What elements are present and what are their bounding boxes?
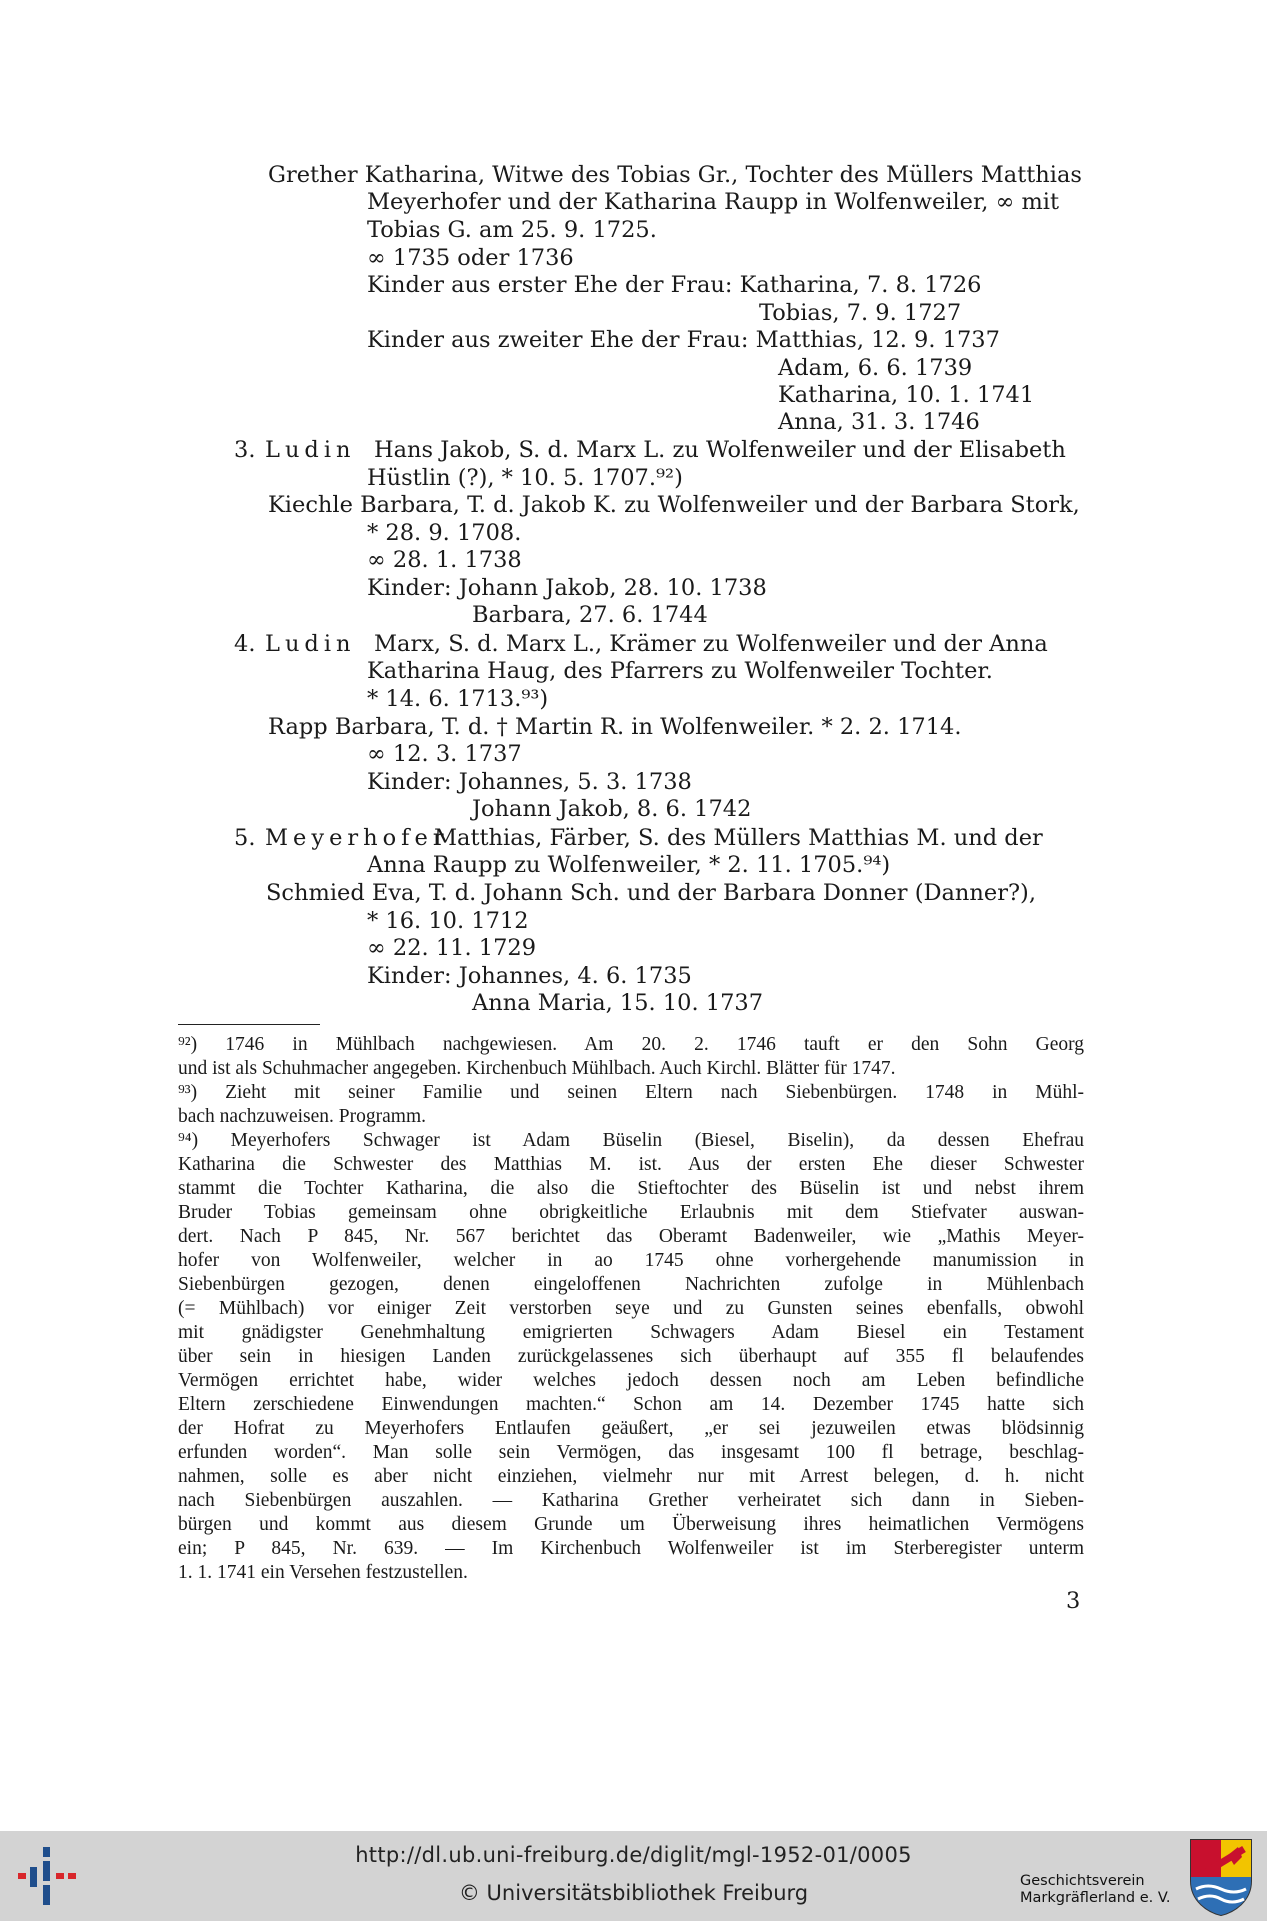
org-name-line1: Geschichtsverein [1020, 1873, 1145, 1889]
entry-line: Hüstlin (?), * 10. 5. 1707.⁹²) [367, 465, 683, 491]
entry-line: ∞ 12. 3. 1737 [367, 741, 522, 767]
footnote-line: erfunden worden“. Man solle sein Vermögen, das insgesamt 100 fl betrage, beschlag- [178, 1442, 1084, 1463]
entry-line: Hans Jakob, S. d. Marx L. zu Wolfenweiler und der Elisabeth [374, 437, 1066, 463]
entry-line: Kinder: Johannes, 5. 3. 1738 [367, 769, 692, 795]
entry-line: Anna Raupp zu Wolfenweiler, * 2. 11. 1705.⁹⁴) [367, 852, 891, 878]
footnote-line: Vermögen errichtet habe, wider welches jedoch dessen noch am Leben befindliche [178, 1370, 1084, 1391]
entry-line: Johann Jakob, 8. 6. 1742 [472, 796, 752, 822]
entry-line: Meyerhofer und der Katharina Raupp in Wolfenweiler, ∞ mit [367, 189, 1060, 215]
footer-organization [1020, 1873, 1171, 1907]
entry-line: Barbara, 27. 6. 1744 [472, 602, 708, 628]
entry-surname: Meyerhofer [265, 825, 449, 851]
entry-surname: Ludin [265, 631, 356, 657]
footnote-line: stammt die Tochter Katharina, die also die Stieftochter des Büselin ist und nebst ihrem [178, 1178, 1084, 1199]
entry-line: ∞ 28. 1. 1738 [367, 547, 522, 573]
entry-line: Marx, S. d. Marx L., Krämer zu Wolfenweiler und der Anna [374, 631, 1048, 657]
entry-number: 4. [234, 631, 256, 657]
footnote-line: ein; P 845, Nr. 639. — Im Kirchenbuch Wolfenweiler ist im Sterberegister unterm [178, 1538, 1084, 1559]
entry-line: * 16. 10. 1712 [367, 908, 529, 934]
entry-line: Anna Maria, 15. 10. 1737 [472, 990, 764, 1016]
footer-bar [0, 1831, 1267, 1921]
footnote-line: bach nachzuweisen. Programm. [178, 1106, 426, 1127]
footnote-line: hofer von Wolfenweiler, welcher in ao 1745 ohne vorhergehende manumission in [178, 1250, 1084, 1271]
footnote-line: Bruder Tobias gemeinsam ohne obrigkeitliche Erlaubnis mit dem Stiefvater auswan- [178, 1202, 1084, 1223]
entry-number: 3. [234, 437, 256, 463]
footnote-line: über sein in hiesigen Landen zurückgelassenes sich überhaupt auf 355 fl belaufendes [178, 1346, 1084, 1367]
entry-line: Katharina Haug, des Pfarrers zu Wolfenweiler Tochter. [367, 658, 993, 684]
entry-line: Katharina, 10. 1. 1741 [778, 382, 1035, 408]
footnote-line: Eltern zerschiedene Einwendungen machten.“ Schon am 14. Dezember 1745 hatte sich [178, 1394, 1084, 1415]
entry-line: Kiechle Barbara, T. d. Jakob K. zu Wolfenweiler und der Barbara Stork, [268, 492, 1080, 518]
footnote-line: 1. 1. 1741 ein Versehen festzustellen. [178, 1562, 468, 1583]
entry-line: Rapp Barbara, T. d. † Martin R. in Wolfenweiler. * 2. 2. 1714. [268, 714, 962, 740]
entry-line: * 14. 6. 1713.⁹³) [367, 686, 549, 712]
footnote-line: Katharina die Schwester des Matthias M. ist. Aus der ersten Ehe dieser Schwester [178, 1154, 1084, 1175]
footer-copyright: © Universitätsbibliothek Freiburg [458, 1881, 809, 1905]
entry-number: 5. [234, 825, 256, 851]
entry-line: Anna, 31. 3. 1746 [778, 409, 980, 435]
entry-line: Tobias, 7. 9. 1727 [759, 300, 962, 326]
footnote-line: mit gnädigster Genehmhaltung emigrierten Schwagers Adam Biesel ein Testament [178, 1322, 1084, 1343]
footnote-line: (= Mühlbach) vor einiger Zeit verstorben seye und zu Gunsten seines ebenfalls, obwohl [178, 1298, 1084, 1319]
entry-line: Kinder aus erster Ehe der Frau: Katharina, 7. 8. 1726 [367, 272, 982, 298]
footnote-line: ⁹³) Zieht mit seiner Familie und seinen Eltern nach Siebenbürgen. 1748 in Mühl- [178, 1082, 1084, 1103]
entry-line: Kinder aus zweiter Ehe der Frau: Matthias, 12. 9. 1737 [367, 327, 1000, 353]
footnote-line: Siebenbürgen gezogen, denen eingeloffenen Nachrichten zufolge in Mühlenbach [178, 1274, 1084, 1295]
coat-of-arms-icon [1188, 1837, 1254, 1917]
footnote-line: bürgen und kommt aus diesem Grunde um Überweisung ihres heimatlichen Vermögens [178, 1514, 1084, 1535]
page-number: 3 [1066, 1588, 1081, 1614]
entry-line: ∞ 1735 oder 1736 [367, 245, 574, 271]
entry-line: * 28. 9. 1708. [367, 520, 522, 546]
entry-line: Grether Katharina, Witwe des Tobias Gr., Tochter des Müllers Matthias [268, 162, 1082, 188]
entry-line: Matthias, Färber, S. des Müllers Matthias M. und der [434, 825, 1043, 851]
entry-line: Tobias G. am 25. 9. 1725. [367, 217, 657, 243]
entry-line: ∞ 22. 11. 1729 [367, 935, 537, 961]
footnote-line: und ist als Schuhmacher angegeben. Kirchenbuch Mühlbach. Auch Kirchl. Blätter für 1747. [178, 1058, 896, 1079]
entry-line: Schmied Eva, T. d. Johann Sch. und der Barbara Donner (Danner?), [266, 880, 1036, 906]
footnote-line: nahmen, solle es aber nicht einziehen, vielmehr nur mit Arrest belegen, d. h. nicht [178, 1466, 1084, 1487]
entry-line: Kinder: Johannes, 4. 6. 1735 [367, 963, 692, 989]
footnote-divider [178, 1024, 320, 1025]
footnote-line: ⁹⁴) Meyerhofers Schwager ist Adam Büselin (Biesel, Biselin), da dessen Ehefrau [178, 1130, 1084, 1151]
entry-line: Kinder: Johann Jakob, 28. 10. 1738 [367, 575, 767, 601]
entry-line: Adam, 6. 6. 1739 [778, 355, 973, 381]
footnote-line: nach Siebenbürgen auszahlen. — Katharina Grether verheiratet sich dann in Sieben- [178, 1490, 1084, 1511]
footer-url[interactable]: http://dl.ub.uni-freiburg.de/diglit/mgl-1952-01/0005 [355, 1843, 912, 1867]
org-name-line2: Markgräflerland e. V. [1020, 1890, 1171, 1906]
footnote-line: ⁹²) 1746 in Mühlbach nachgewiesen. Am 20. 2. 1746 tauft er den Sohn Georg [178, 1034, 1084, 1055]
entry-surname: Ludin [265, 437, 356, 463]
footnote-line: der Hofrat zu Meyerhofers Entlaufen geäußert, „er sei jezuweilen etwas blödsinnig [178, 1418, 1084, 1439]
footnote-line: dert. Nach P 845, Nr. 567 berichtet das Oberamt Badenweiler, wie „Mathis Meyer- [178, 1226, 1084, 1247]
